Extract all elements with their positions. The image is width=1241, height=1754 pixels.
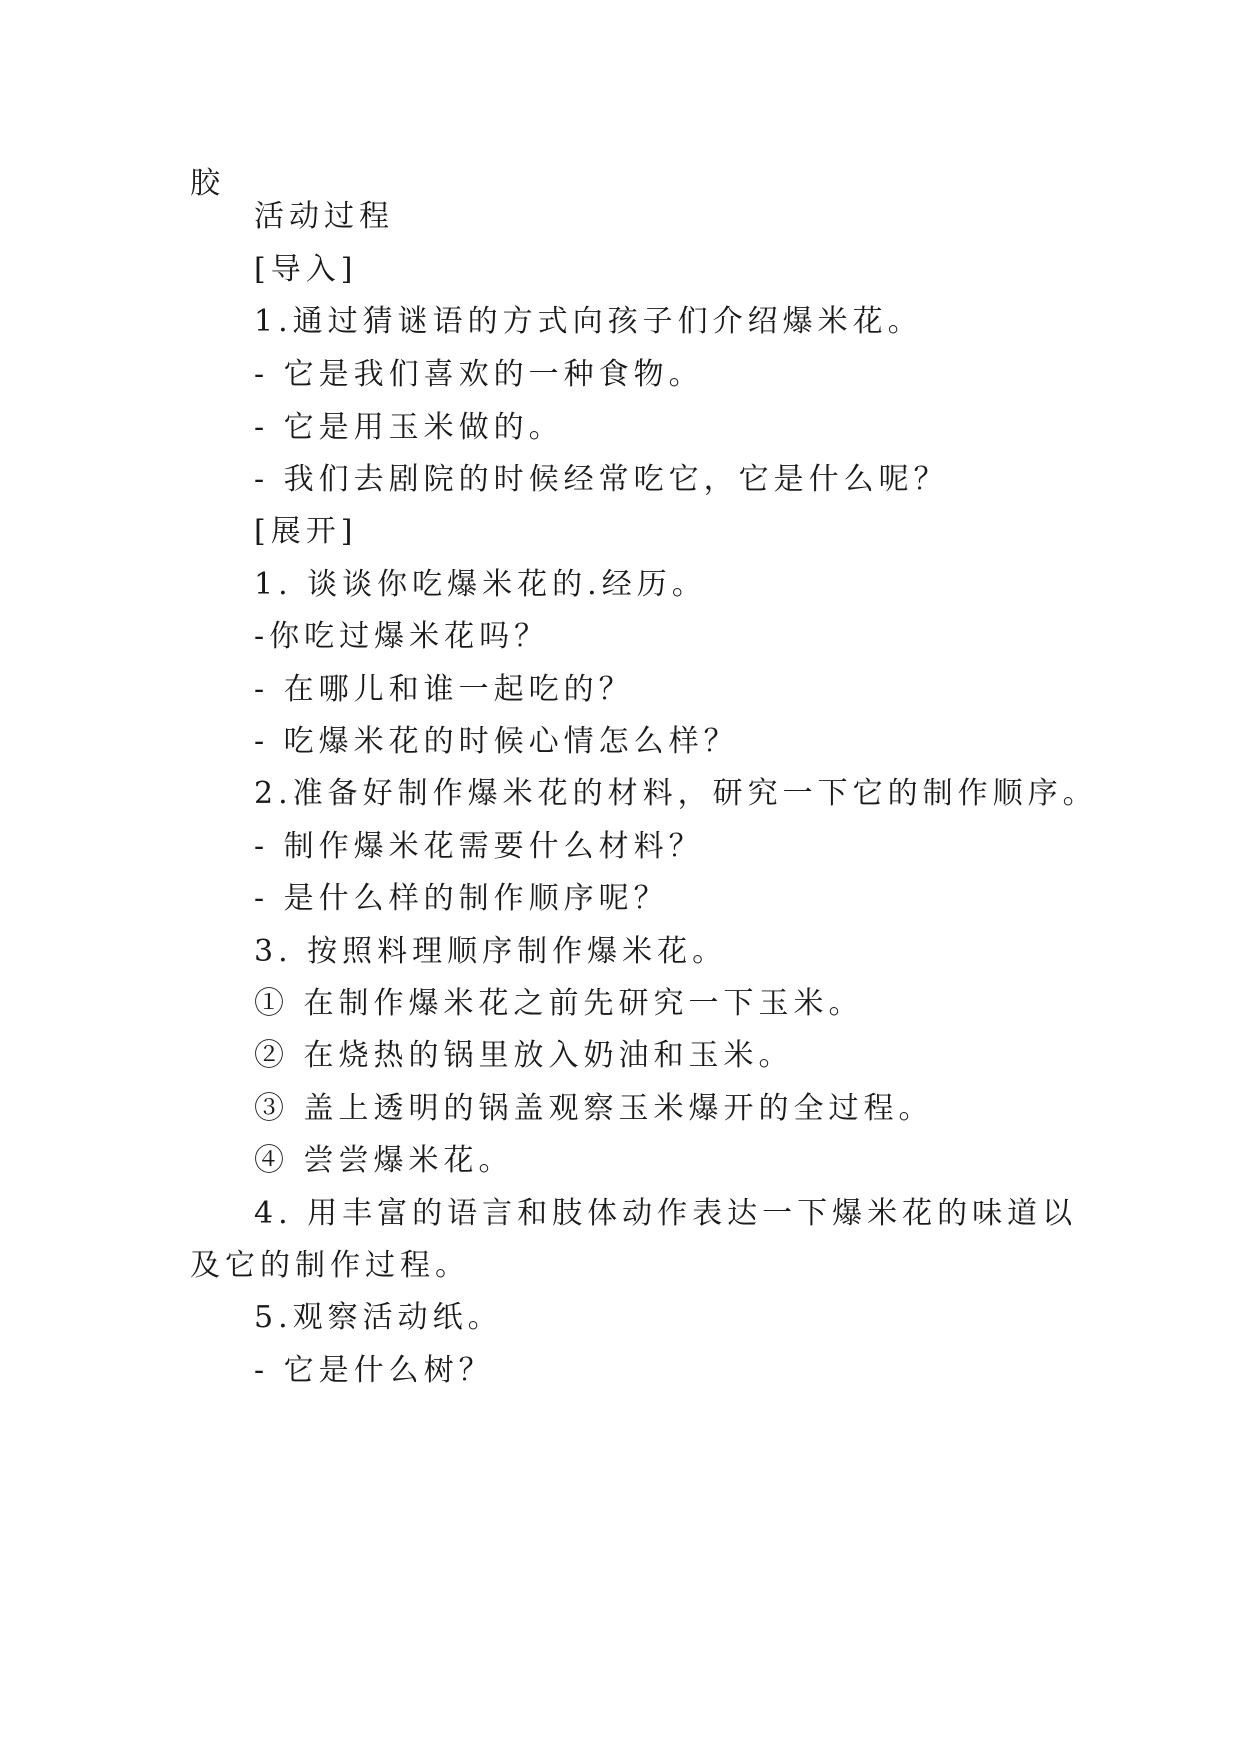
list-item: -你吃过爆米花吗？	[254, 619, 550, 654]
list-item: ① 在制作爆米花之前先研究一下玉米。	[254, 986, 864, 1021]
list-item: - 吃爆米花的时候心情怎么样？	[254, 724, 739, 759]
list-item: 1.通过猜谜语的方式向孩子们介绍爆米花。	[254, 304, 923, 339]
list-item: - 它是用玉米做的。	[254, 410, 564, 445]
subsection-heading: [导入]	[254, 252, 358, 287]
list-item: 1. 谈谈你吃爆米花的.经历。	[254, 567, 707, 602]
list-item: ② 在烧热的锅里放入奶油和玉米。	[254, 1038, 794, 1073]
list-item: - 是什么样的制作顺序呢？	[254, 881, 669, 916]
text-line: 胶	[190, 166, 225, 201]
list-item: 2.准备好制作爆米花的材料，研究一下它的制作顺序。	[254, 776, 1098, 811]
text-line: 及它的制作过程。	[190, 1248, 470, 1283]
list-item: ③ 盖上透明的锅盖观察玉米爆开的全过程。	[254, 1091, 934, 1126]
list-item: - 它是我们喜欢的一种食物。	[254, 357, 704, 392]
list-item: ④ 尝尝爆米花。	[254, 1143, 514, 1178]
list-item: - 制作爆米花需要什么材料？	[254, 829, 704, 864]
subsection-heading: [展开]	[254, 514, 358, 549]
list-item: 5.观察活动纸。	[254, 1300, 503, 1335]
list-item: - 它是什么树？	[254, 1353, 494, 1388]
list-item: - 我们去剧院的时候经常吃它，它是什么呢？	[254, 462, 949, 497]
list-item: - 在哪儿和谁一起吃的？	[254, 672, 634, 707]
list-item: 4. 用丰富的语言和肢体动作表达一下爆米花的味道以	[254, 1196, 1078, 1231]
section-heading: 活动过程	[254, 199, 394, 234]
list-item: 3. 按照料理顺序制作爆米花。	[254, 934, 728, 969]
